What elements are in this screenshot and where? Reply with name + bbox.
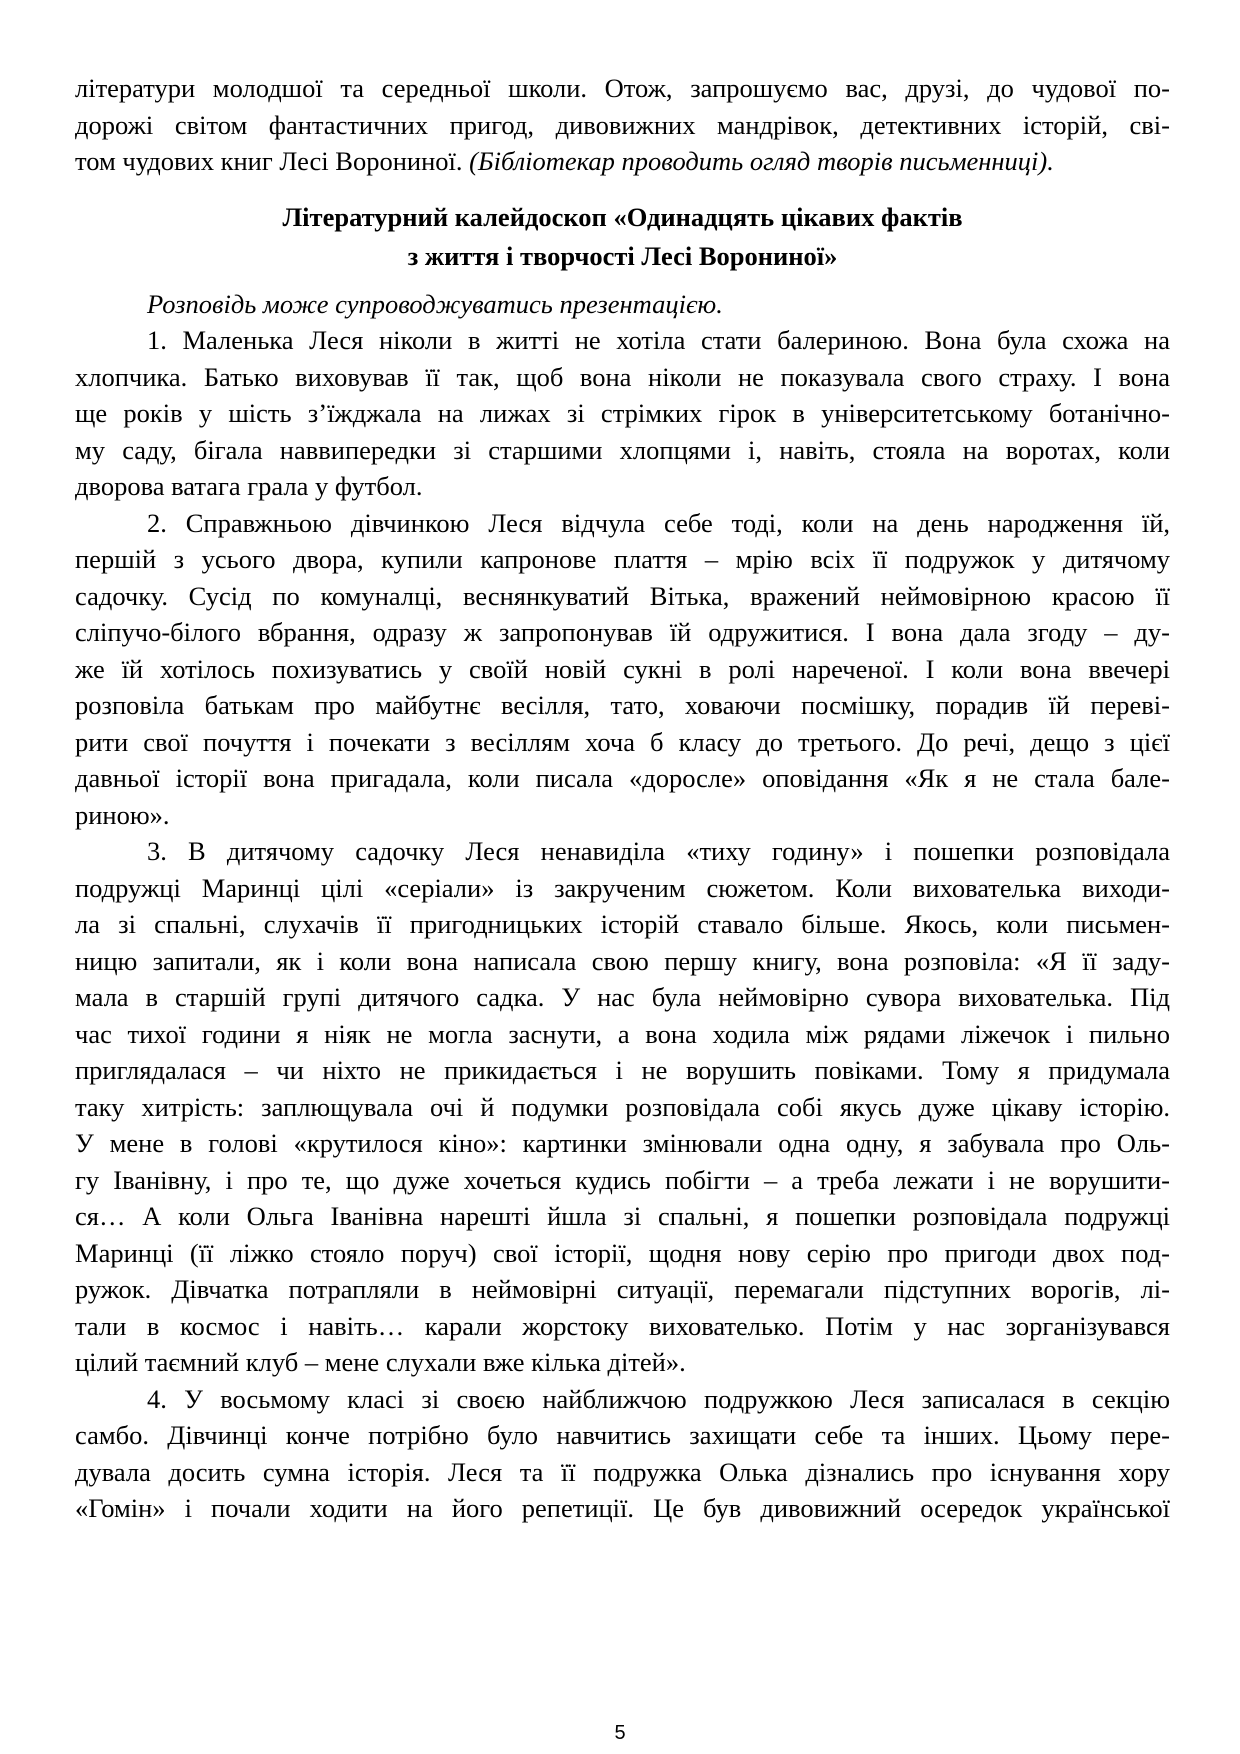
fact-line: сліпучо-білого вбрання, одразу ж запропонував їй одружитися. І вона дала згоду – ду-: [75, 617, 1170, 647]
fact-line: розповіла батькам про майбутнє весілля, тато, ховаючи посмішку, порадив їй переві-: [75, 690, 1170, 720]
fact-line: подружці Маринці цілі «серіали» із закрученим сюжетом. Коли вихователька виходи-: [75, 872, 1170, 903]
section-heading: [75, 198, 1170, 276]
heading-line-1: Літературний калейдоскоп «Одинадцять цікавих фактів: [282, 201, 963, 232]
intro-text: том чудових книг Лесі Ворониної.: [75, 146, 470, 176]
fact-line: 1. Маленька Леся ніколи в житті не хотіла стати балериною. Вона була схожа на: [147, 325, 1170, 355]
fact-line: Маринці (її ліжко стояло поруч) свої історії, щодня нову серію про пригоди двох под-: [75, 1237, 1170, 1268]
fact-line: цілий таємний клуб – мене слухали вже кілька дітей».: [75, 1347, 686, 1377]
fact-line: му саду, бігала наввипередки зі старшими хлопцями і, навіть, стояла на воротах, коли: [75, 434, 1170, 465]
fact-line: ницю запитали, як і коли вона написала свою першу книгу, вона розповіла: «Я її заду-: [75, 945, 1170, 976]
fact-line: садочку. Сусід по комуналці, веснянкуватий Вітька, вражений неймовірною красою її: [75, 580, 1170, 611]
fact-line: приглядалася – чи ніхто не прикидається і не ворушить повіками. Тому я придумала: [75, 1055, 1170, 1085]
fact-line: «Гомін» і почали ходити на його репетиції. Це був дивовижний осередок української: [75, 1493, 1170, 1523]
fact-line: час тихої години я ніяк не могла заснути, а вона ходила між рядами ліжечок і пильно: [75, 1018, 1170, 1049]
fact-line: 2. Справжньою дівчинкою Леся відчула себе тоді, коли на день народження їй,: [147, 507, 1170, 538]
fact-paragraph: [75, 833, 1170, 1381]
fact-line: 4. У восьмому класі зі своєю найближчою подружкою Леся записалася в секцію: [147, 1383, 1170, 1414]
fact-line: гу Іванівну, і про те, що дуже хочеться кудись побігти – а треба лежати і не ворушити-: [75, 1164, 1170, 1195]
intro-line: дорожі світом фантастичних пригод, дивовижних мандрівок, детективних історій, сві-: [75, 109, 1170, 140]
intro-line: [75, 143, 1170, 180]
fact-line: таку хитрість: заплющувала очі й подумки розповідала собі якусь дуже цікаву історію.: [75, 1091, 1170, 1122]
fact-line: ще років у шість з’їжджала на лижах зі стрімких гірок в університетському ботанічно-: [75, 398, 1170, 428]
fact-line: рити свої почуття і почекати з весіллям хоча б класу до третього. До речі, дещо з цієї: [75, 726, 1170, 757]
fact-line: самбо. Дівчинці конче потрібно було навчитись захищати себе та інших. Цьому пере-: [75, 1420, 1170, 1450]
fact-line: тали в космос і навіть… карали жорстоку вихователько. Потім у нас зорганізувався: [75, 1310, 1170, 1341]
document-page: [75, 70, 1170, 1527]
fact-line: мала в старшій групі дитячого садка. У нас була неймовірно сувора вихователька. Під: [75, 982, 1170, 1012]
page-number: 5: [614, 1722, 626, 1744]
fact-line: же їй хотілось похизуватись у своїй новій сукні в ролі нареченої. І коли вона ввечері: [75, 653, 1170, 684]
fact-line: дворова ватага грала у футбол.: [75, 471, 423, 501]
intro-line: літератури молодшої та середньої школи. Отож, запрошуємо вас, друзі, до чудової по-: [75, 73, 1170, 103]
fact-paragraph: [75, 505, 1170, 834]
intro-italic-note: (Бібліотекар проводить огляд творів письменниці).: [469, 146, 1054, 176]
fact-line: дувала досить сумна історія. Леся та її подружка Олька дізнались про існування хору: [75, 1456, 1170, 1487]
fact-line: ла зі спальні, слухачів її пригодницьких історій ставало більше. Якось, коли письмен-: [75, 909, 1170, 939]
fact-line: 3. В дитячому садочку Леся ненавиділа «тиху годину» і пошепки розповідала: [147, 836, 1170, 866]
fact-line: ружок. Дівчатка потрапляли в неймовірні ситуації, перемагали підступних ворогів, лі-: [75, 1274, 1170, 1304]
fact-line: хлопчика. Батько виховував її так, щоб вона ніколи не показувала свого страху. І вона: [75, 361, 1170, 392]
presentation-note: Розповідь може супроводжуватись презентацією.: [147, 288, 723, 319]
heading-line-2: з життя і творчості Лесі Ворониної»: [407, 240, 838, 271]
fact-line: У мене в голові «крутилося кіно»: картинки змінювали одна одну, я забувала про Оль-: [75, 1128, 1170, 1158]
facts-list: [75, 322, 1170, 1527]
fact-paragraph: [75, 322, 1170, 505]
fact-line: риною».: [75, 799, 170, 830]
fact-line: ся… А коли Ольга Іванівна нарешті йшла зі спальні, я пошепки розповідала подружці: [75, 1201, 1170, 1231]
intro-paragraph: [75, 70, 1170, 180]
fact-line: давньої історії вона пригадала, коли писала «доросле» оповідання «Як я не стала бале-: [75, 763, 1170, 793]
fact-line: першій з усього двора, купили капронове плаття – мрію всіх її подружок у дитячому: [75, 544, 1170, 574]
fact-paragraph: [75, 1381, 1170, 1527]
